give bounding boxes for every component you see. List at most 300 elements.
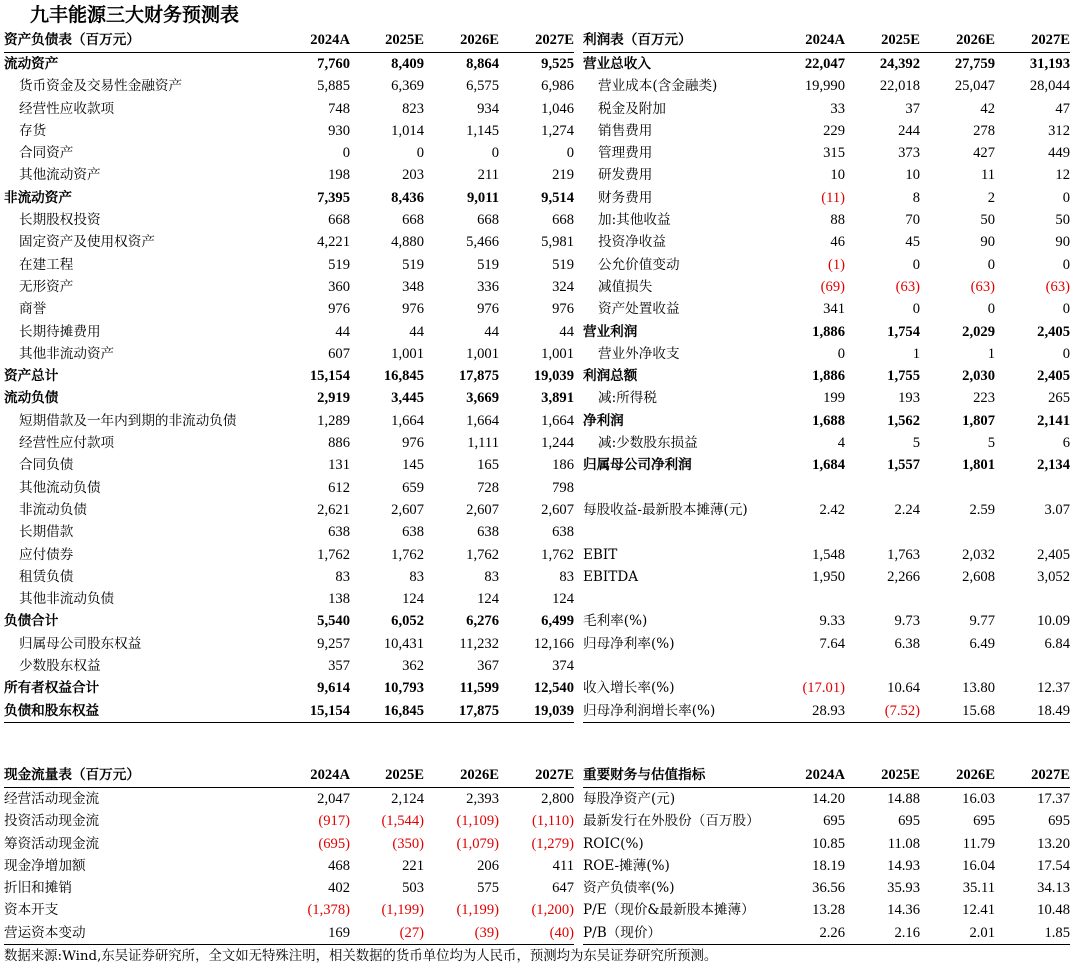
value-cell: 1,762 [391, 546, 424, 563]
value-cell: 2.26 [770, 922, 845, 945]
table-row [583, 855, 1070, 877]
table-row [583, 98, 1070, 120]
table-header-label: 资产负债表（百万元） [4, 29, 275, 53]
row-label: 营业总收入 [583, 56, 651, 72]
value-cell: 42 [980, 100, 995, 117]
table-row [4, 521, 574, 543]
value-cell: 33 [830, 100, 845, 117]
value-cell: 83 [559, 568, 574, 585]
table-row [583, 231, 1070, 253]
table-row [4, 142, 574, 164]
value-cell: 5 [987, 435, 995, 452]
value-cell: 2,032 [962, 546, 995, 563]
table-row [583, 298, 1070, 320]
table-row [4, 276, 574, 298]
row-label: 在建工程 [19, 256, 74, 273]
value-cell: 519 [402, 256, 424, 273]
table-row [4, 387, 574, 409]
value-cell: 223 [973, 390, 995, 407]
value-cell: 1,001 [466, 345, 499, 362]
value-cell: 1,664 [466, 412, 499, 429]
value-cell: 1,762 [541, 546, 574, 563]
value-cell: 88 [830, 212, 845, 229]
value-cell: 362 [402, 658, 424, 675]
value-cell: 6.38 [894, 635, 920, 652]
table-row [583, 164, 1070, 186]
value-cell: 503 [402, 880, 424, 897]
value-cell: 695 [973, 813, 995, 830]
value-cell: 90 [1055, 234, 1070, 251]
value-cell: 0 [1062, 301, 1070, 318]
value-cell: 2.01 [920, 922, 995, 945]
table-row [583, 477, 1070, 499]
value-cell: 638 [477, 524, 499, 541]
value-cell: 9.73 [894, 613, 920, 630]
value-cell: 35.93 [887, 880, 920, 897]
value-cell [920, 477, 995, 499]
row-label: 长期股权投资 [19, 212, 101, 229]
table-row [4, 633, 574, 655]
row-label: 租赁负债 [19, 568, 74, 585]
table-row [4, 209, 574, 231]
value-cell: 2,919 [317, 390, 350, 407]
row-label: 公允价值变动 [598, 256, 680, 273]
value-cell: 9,614 [317, 680, 350, 697]
row-label: 长期借款 [19, 524, 74, 541]
year-header: 2024A [275, 29, 350, 53]
table-row [4, 922, 574, 945]
value-cell: 1,664 [391, 412, 424, 429]
value-cell: 1,001 [391, 345, 424, 362]
value-cell: 341 [823, 301, 845, 318]
row-label: 其他非流动负债 [19, 591, 115, 608]
value-cell: 1,801 [962, 457, 995, 474]
row-label: EBIT [583, 546, 618, 563]
value-cell: 0 [1062, 256, 1070, 273]
table-row [583, 922, 1070, 945]
value-cell: 6,986 [541, 78, 574, 95]
value-cell: 798 [552, 479, 574, 496]
value-cell: 1.85 [995, 922, 1070, 945]
table-row [583, 387, 1070, 409]
value-cell: 976 [477, 301, 499, 318]
value-cell: 11.79 [962, 835, 995, 852]
value-cell: 695 [898, 813, 920, 830]
value-cell [920, 521, 995, 543]
table-header-label: 现金流量表（百万元） [4, 764, 275, 788]
row-label: 营业利润 [583, 323, 638, 340]
value-cell: 229 [823, 122, 845, 139]
value-cell: 16,845 [350, 700, 424, 723]
table-header-label: 利润表（百万元） [583, 29, 770, 53]
value-cell [845, 521, 920, 543]
year-header: 2026E [424, 29, 499, 53]
value-cell: 1,244 [541, 435, 574, 452]
value-cell [995, 655, 1070, 677]
table-row [4, 833, 574, 855]
table-row [583, 209, 1070, 231]
value-cell: 31,193 [1029, 56, 1070, 72]
table-row [583, 187, 1070, 209]
year-header: 2027E [499, 764, 574, 788]
table-row [4, 321, 574, 343]
value-cell [770, 655, 845, 677]
row-label: 现金净增加额 [4, 857, 86, 874]
value-cell: 1,548 [812, 546, 845, 563]
table-row [4, 566, 574, 588]
table-row [4, 75, 574, 97]
value-cell: 12,540 [533, 680, 574, 697]
row-label [583, 588, 770, 610]
table-row [583, 833, 1070, 855]
value-cell: 0 [912, 256, 920, 273]
value-cell: 1,886 [812, 323, 845, 340]
table-row [4, 410, 574, 432]
value-cell: 3.07 [1044, 501, 1070, 518]
table-row [4, 298, 574, 320]
row-label: 应付债券 [19, 546, 74, 563]
value-cell: 9,514 [541, 189, 574, 206]
table-row [4, 810, 574, 832]
value-cell: 668 [402, 212, 424, 229]
row-label: 合同负债 [19, 457, 74, 474]
value-cell: 1,807 [962, 412, 995, 429]
value-cell: 17.37 [1037, 791, 1070, 807]
value-cell: 13.20 [1037, 835, 1070, 852]
value-cell: 668 [477, 212, 499, 229]
row-label: 销售费用 [598, 122, 653, 139]
value-cell: 169 [275, 922, 350, 945]
table-row [4, 254, 574, 276]
table-header-label: 重要财务与估值指标 [583, 764, 770, 788]
value-cell: 348 [402, 278, 424, 295]
row-label: 归属母公司股东权益 [19, 635, 142, 652]
value-cell: 2,029 [962, 323, 995, 340]
value-cell: 1,688 [812, 412, 845, 429]
value-cell: 1,145 [466, 122, 499, 139]
value-cell: 198 [328, 167, 350, 184]
table-row [583, 544, 1070, 566]
row-label: 货币资金及交易性金融资产 [19, 78, 183, 95]
value-cell: 2,607 [541, 501, 574, 518]
table-header-row [4, 764, 574, 788]
year-header: 2025E [350, 764, 424, 788]
table-row [583, 877, 1070, 899]
year-header: 2026E [920, 29, 995, 53]
value-cell: 575 [477, 880, 499, 897]
value-cell: 6.84 [1044, 635, 1070, 652]
value-cell [920, 588, 995, 610]
value-cell: 50 [1055, 212, 1070, 229]
table-row [583, 142, 1070, 164]
row-label: 归属母公司净利润 [583, 457, 692, 474]
table-row [4, 53, 574, 76]
value-cell: 10.09 [1037, 613, 1070, 630]
row-label: 归母净利率(%) [583, 635, 675, 652]
value-cell: 2,134 [1037, 457, 1070, 474]
value-cell: 519 [328, 256, 350, 273]
value-cell: 4,221 [317, 234, 350, 251]
value-cell: 9,011 [466, 189, 499, 206]
value-cell: 9.33 [819, 613, 845, 630]
table-row [583, 700, 1070, 723]
value-cell: 13.28 [812, 902, 845, 919]
value-cell: 468 [328, 857, 350, 874]
value-cell: 0 [491, 145, 499, 162]
table-header-row [583, 29, 1070, 53]
value-cell: 638 [552, 524, 574, 541]
value-cell: 199 [823, 390, 845, 407]
value-cell: 37 [905, 100, 920, 117]
row-label: 归母净利润增长率(%) [583, 700, 770, 723]
value-cell: 695 [823, 813, 845, 830]
value-cell: (7.52) [845, 700, 920, 723]
table-row [4, 187, 574, 209]
value-cell: 25,047 [954, 78, 995, 95]
value-cell: 976 [402, 301, 424, 318]
table-header-row [4, 29, 574, 53]
table-row [4, 432, 574, 454]
table-row [583, 610, 1070, 632]
value-cell: 4 [837, 435, 845, 452]
value-cell: 6.49 [969, 635, 995, 652]
table-row [583, 432, 1070, 454]
value-cell: 28,044 [1029, 78, 1070, 95]
value-cell: 47 [1055, 100, 1070, 117]
value-cell: 2,141 [1037, 412, 1070, 429]
table-row [4, 454, 574, 476]
value-cell: 6,369 [391, 78, 424, 95]
table-row [4, 499, 574, 521]
value-cell: 1 [912, 345, 920, 362]
value-cell: 8 [912, 189, 920, 206]
row-label: P/E（现价&最新股本摊薄） [583, 902, 755, 919]
value-cell: 1,014 [391, 122, 424, 139]
value-cell: 2,393 [466, 791, 499, 807]
value-cell: 2,607 [391, 501, 424, 518]
row-label: 投资净收益 [598, 234, 666, 251]
value-cell: 0 [912, 301, 920, 318]
table-row [4, 120, 574, 142]
table-row [583, 788, 1070, 811]
row-label: 存货 [19, 122, 47, 139]
value-cell: 50 [980, 212, 995, 229]
value-cell: 19,039 [533, 368, 574, 385]
value-cell: 612 [328, 479, 350, 496]
value-cell: 5,981 [541, 234, 574, 251]
value-cell: 0 [987, 256, 995, 273]
value-cell: 3,052 [1037, 568, 1070, 585]
value-cell: 14.20 [812, 791, 845, 807]
page-title: 九丰能源三大财务预测表 [30, 4, 240, 26]
row-label: 加:其他收益 [598, 212, 671, 229]
year-header: 2027E [995, 29, 1070, 53]
row-label: 流动资产 [4, 56, 59, 72]
row-label: 经营活动现金流 [4, 791, 100, 807]
value-cell: 2 [987, 189, 995, 206]
value-cell: 0 [566, 145, 574, 162]
value-cell: 44 [409, 323, 424, 340]
value-cell: 2,266 [887, 568, 920, 585]
value-cell: 2.42 [819, 501, 845, 518]
value-cell: 934 [477, 100, 499, 117]
value-cell: 638 [328, 524, 350, 541]
value-cell: 930 [328, 122, 350, 139]
valuation-table [583, 764, 1070, 945]
value-cell: 36.56 [812, 880, 845, 897]
value-cell: (1,378) [307, 902, 350, 919]
value-cell: 2,607 [466, 501, 499, 518]
value-cell: 90 [980, 234, 995, 251]
value-cell: 44 [335, 323, 350, 340]
value-cell: 124 [477, 591, 499, 608]
row-label: 资产负债率(%) [583, 880, 675, 897]
value-cell: 16,845 [383, 368, 424, 385]
table-row [4, 544, 574, 566]
value-cell: 1,763 [887, 546, 920, 563]
value-cell: 2,047 [317, 791, 350, 807]
value-cell: 2.16 [845, 922, 920, 945]
table-row [583, 343, 1070, 365]
value-cell: 449 [1048, 145, 1070, 162]
value-cell: 10,431 [383, 635, 424, 652]
value-cell: 0 [837, 345, 845, 362]
value-cell: 83 [484, 568, 499, 585]
value-cell: 668 [328, 212, 350, 229]
value-cell: (1) [827, 256, 845, 273]
value-cell: 44 [559, 323, 574, 340]
table-row [583, 120, 1070, 142]
row-label: ROIC(%) [583, 835, 644, 852]
value-cell: 124 [402, 591, 424, 608]
row-label: 负债合计 [4, 613, 59, 630]
year-header: 2026E [424, 764, 499, 788]
value-cell: 659 [402, 479, 424, 496]
value-cell: 1,755 [887, 368, 920, 385]
value-cell: 976 [552, 301, 574, 318]
value-cell: 2,124 [391, 791, 424, 807]
value-cell: 1,562 [887, 412, 920, 429]
value-cell: (1,279) [531, 835, 574, 852]
row-label: 营运资本变动 [4, 922, 275, 945]
table-row [583, 276, 1070, 298]
value-cell: 131 [328, 457, 350, 474]
value-cell: 211 [477, 167, 499, 184]
table-row [583, 633, 1070, 655]
value-cell [770, 477, 845, 499]
value-cell: 14.36 [887, 902, 920, 919]
value-cell: 0 [1062, 189, 1070, 206]
value-cell: 17,875 [458, 368, 499, 385]
table-row [4, 164, 574, 186]
value-cell: 10 [905, 167, 920, 184]
balance-sheet-table [4, 29, 574, 723]
value-cell: 668 [552, 212, 574, 229]
row-label: ROE-摊薄(%) [583, 857, 670, 874]
row-label: 无形资产 [19, 278, 74, 295]
table-row [4, 788, 574, 811]
value-cell: 427 [973, 145, 995, 162]
value-cell: 373 [898, 145, 920, 162]
value-cell: 2.24 [894, 501, 920, 518]
year-header: 2027E [499, 29, 574, 53]
table-row [4, 343, 574, 365]
value-cell: 12,166 [533, 635, 574, 652]
value-cell: 2,030 [962, 368, 995, 385]
table-row [4, 899, 574, 921]
value-cell [995, 477, 1070, 499]
value-cell: 10.64 [887, 680, 920, 697]
year-header: 2025E [350, 29, 424, 53]
value-cell [845, 588, 920, 610]
table-row [583, 365, 1070, 387]
value-cell: 186 [552, 457, 574, 474]
source-footnote: 数据来源:Wind,东吴证券研究所，全文如无特殊注明，相关数据的货币单位均为人民币，预测均为东吴证券研究所预测。 [4, 949, 718, 964]
cash-flow-table [4, 764, 574, 945]
row-label: 短期借款及一年内到期的非流动负债 [19, 412, 237, 429]
value-cell: 1,684 [812, 457, 845, 474]
row-label: 税金及附加 [598, 100, 666, 117]
value-cell: (63) [895, 278, 920, 295]
value-cell: (1,109) [456, 813, 499, 830]
value-cell: 15.68 [920, 700, 995, 723]
row-label: 商誉 [19, 301, 47, 318]
table-row [4, 610, 574, 632]
value-cell: 2,405 [1037, 323, 1070, 340]
table-row [583, 254, 1070, 276]
value-cell: (63) [1045, 278, 1070, 295]
row-label: 合同资产 [19, 145, 74, 162]
table-row [4, 877, 574, 899]
row-label: 研发费用 [598, 167, 653, 184]
table-row [583, 75, 1070, 97]
row-label: 管理费用 [598, 145, 653, 162]
value-cell: 1,001 [541, 345, 574, 362]
value-cell: 83 [409, 568, 424, 585]
value-cell: 9.77 [969, 613, 995, 630]
year-header: 2027E [995, 764, 1070, 788]
year-header: 2026E [920, 764, 995, 788]
value-cell: 1,557 [887, 457, 920, 474]
value-cell: 976 [402, 435, 424, 452]
value-cell: 12.37 [1037, 680, 1070, 697]
year-header: 2025E [845, 29, 920, 53]
value-cell: 203 [402, 167, 424, 184]
value-cell: 0 [342, 145, 350, 162]
value-cell: 324 [552, 278, 574, 295]
value-cell: 17,875 [424, 700, 499, 723]
value-cell: 219 [552, 167, 574, 184]
row-label: 其他非流动资产 [19, 345, 115, 362]
value-cell: 18.19 [812, 857, 845, 874]
value-cell: 6 [1062, 435, 1070, 452]
value-cell: 638 [402, 524, 424, 541]
value-cell: 6,575 [466, 78, 499, 95]
value-cell: 8,436 [391, 189, 424, 206]
value-cell: 44 [484, 323, 499, 340]
value-cell: 2,405 [1037, 546, 1070, 563]
value-cell: 976 [328, 301, 350, 318]
table-row [583, 521, 1070, 543]
table-row [583, 321, 1070, 343]
value-cell: 1,950 [812, 568, 845, 585]
value-cell: (917) [318, 813, 350, 830]
value-cell: 748 [328, 100, 350, 117]
table-row [4, 231, 574, 253]
table-row [583, 454, 1070, 476]
value-cell: 411 [552, 857, 574, 874]
value-cell: 695 [1048, 813, 1070, 830]
